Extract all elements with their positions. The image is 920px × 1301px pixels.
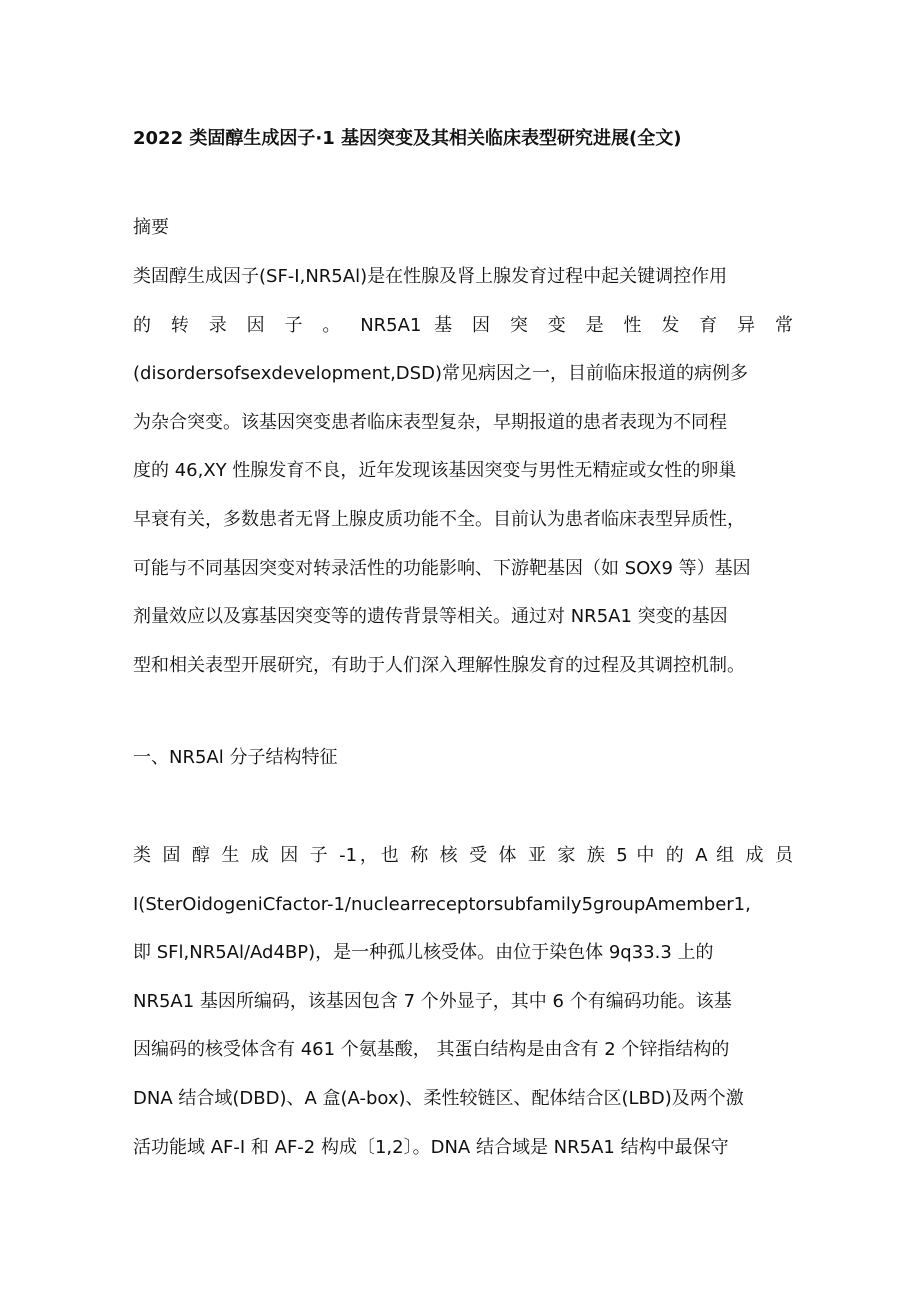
section-line: 活功能域 AF-I 和 AF-2 构成〔1,2〕。DNA 结合域是 NR5A1 结构中最保守: [133, 1136, 729, 1158]
section-heading: 一、NR5Al 分子结构特征: [133, 747, 338, 768]
abstract-heading: 摘要: [133, 217, 169, 238]
abstract-line: 剂量效应以及寡基因突变等的遗传背景等相关。通过对 NR5A1 突变的基因: [133, 606, 728, 628]
abstract-line: 可能与不同基因突变对转录活性的功能影响、下游靶基因（如 SOX9 等）基因: [133, 557, 751, 579]
abstract-line: (disordersofsexdevelopment,DSD)常见病因之一，目前临床报道的病例多: [133, 363, 748, 385]
section-line: I(SterOidogeniCfactor-1/nuclearreceptorsubfamily5groupAmember1,: [133, 893, 751, 915]
document-title: 2022 类固醇生成因子·1 基因突变及其相关临床表型研究进展(全文): [133, 128, 682, 149]
abstract-line: 类固醇生成因子(SF-I,NR5Al)是在性腺及肾上腺发育过程中起关键调控作用: [133, 266, 728, 287]
section-paragraph: [133, 832, 793, 1172]
section-line: 因编码的核受体含有 461 个氨基酸， 其蛋白结构是由含有 2 个锌指结构的: [133, 1039, 730, 1061]
abstract-paragraph: [133, 253, 793, 690]
abstract-line: 早衰有关，多数患者无肾上腺皮质功能不全。目前认为患者临床表型异质性，: [133, 508, 745, 530]
section-line: NR5A1 基因所编码，该基因包含 7 个外显子，其中 6 个有编码功能。该基: [133, 990, 732, 1012]
abstract-line: 为杂合突变。该基因突变患者临床表型复杂，早期报道的患者表现为不同程: [133, 411, 727, 433]
abstract-line: 度的 46,XY 性腺发育不良，近年发现该基因突变与男性无精症或女性的卵巢: [133, 460, 737, 482]
abstract-line: 型和相关表型开展研究，有助于人们深入理解性腺发育的过程及其调控机制。: [133, 654, 745, 676]
section-line: 即 SFl,NR5Al/Ad4BP)，是一种孤儿核受体。由位于染色体 9q33.3 上的: [133, 942, 714, 964]
section-line: 类 固 醇 生 成 因 子 -1，也 称 核 受 体 亚 家 族 5 中 的 A 组 成 员: [133, 845, 793, 866]
section-line: DNA 结合域(DBD)、A 盒(A-box)、柔性较链区、配体结合区(LBD)及两个激: [133, 1087, 744, 1109]
abstract-line: 的 转 录 因 子 。 NR5A1 基 因 突 变 是 性 发 育 异 常: [133, 314, 793, 336]
